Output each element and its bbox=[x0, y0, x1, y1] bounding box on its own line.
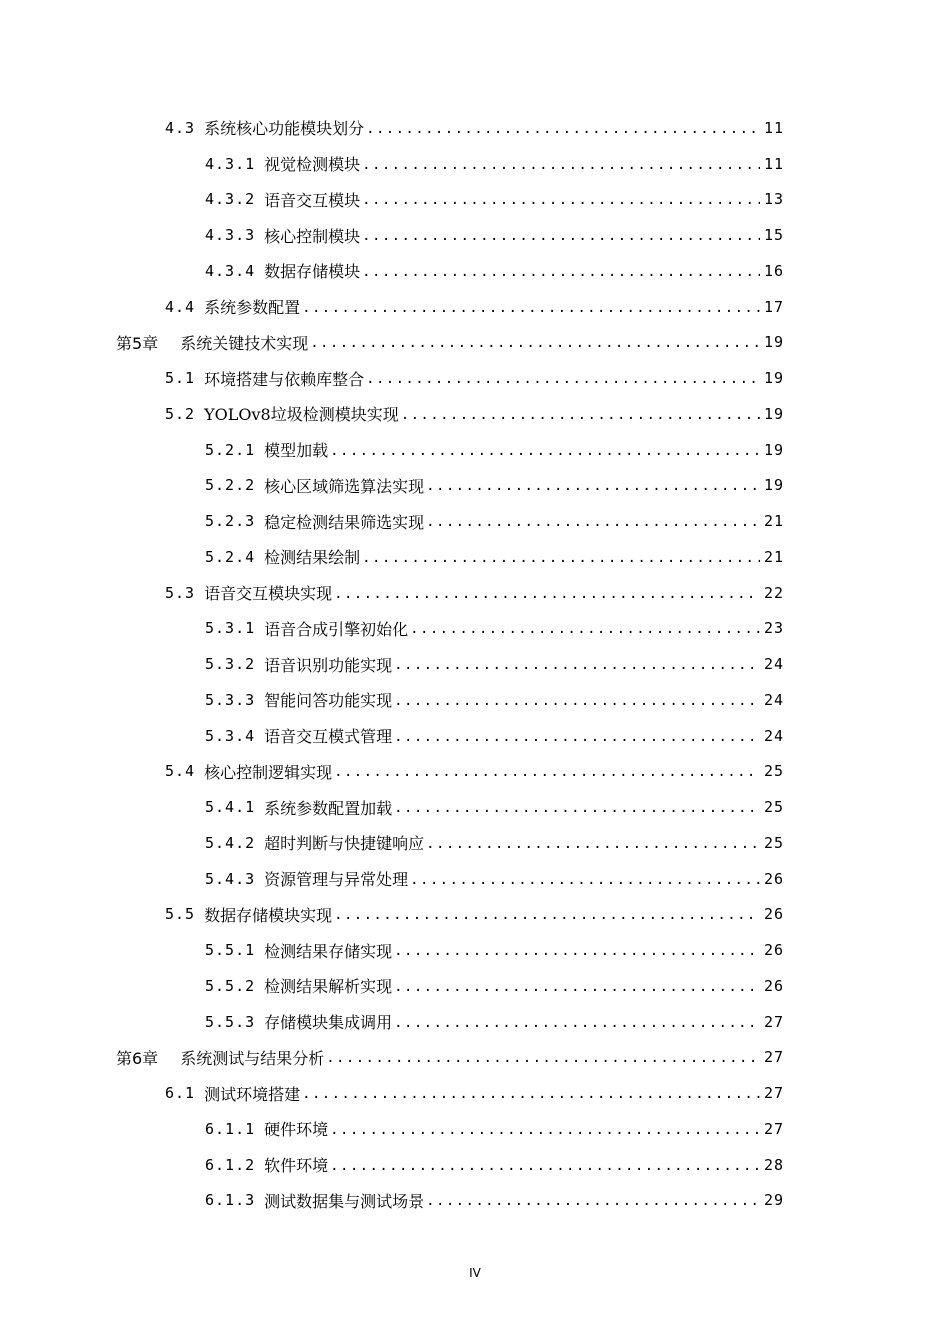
toc-entry-number: 5.5.3 bbox=[205, 1012, 256, 1031]
toc-dot-leader bbox=[362, 157, 760, 173]
toc-dot-leader bbox=[302, 300, 760, 316]
toc-section-entry[interactable] bbox=[0, 1147, 950, 1183]
toc-section-entry[interactable] bbox=[0, 110, 950, 146]
toc-dot-leader bbox=[410, 621, 760, 637]
toc-entry-title: 数据存储模块实现 bbox=[204, 905, 333, 925]
toc-entry-page: 27 bbox=[763, 1084, 784, 1103]
toc-entry-number: 6.1.2 bbox=[205, 1155, 256, 1174]
toc-entry-number: 4.3.3 bbox=[205, 226, 256, 245]
toc-entry-page: 24 bbox=[763, 655, 784, 674]
toc-entry-page: 27 bbox=[763, 1048, 784, 1067]
toc-entry-title: 系统参数配置 bbox=[204, 298, 301, 318]
toc-dot-leader bbox=[394, 657, 760, 673]
toc-dot-leader bbox=[362, 550, 760, 566]
toc-section-entry[interactable] bbox=[0, 861, 950, 897]
toc-entry-number: 5.4 bbox=[165, 762, 196, 781]
page-number: IV bbox=[469, 1266, 481, 1280]
toc-entry-title: 核心控制模块 bbox=[264, 226, 361, 246]
toc-entry-number: 5.4.2 bbox=[205, 833, 256, 852]
toc-entry-page: 19 bbox=[763, 404, 784, 423]
toc-dot-leader bbox=[426, 1193, 760, 1209]
toc-section-entry[interactable] bbox=[0, 611, 950, 647]
toc-dot-leader bbox=[362, 264, 760, 280]
toc-entry-title: 稳定检测结果筛选实现 bbox=[264, 512, 425, 532]
toc-entry-page: 19 bbox=[763, 333, 784, 352]
toc-entry-page: 27 bbox=[763, 1119, 784, 1138]
toc-entry-number: 5.5.1 bbox=[205, 941, 256, 960]
toc-chapter-entry[interactable] bbox=[0, 325, 950, 361]
toc-entry-title: 系统核心功能模块划分 bbox=[204, 119, 365, 139]
toc-chapter-entry[interactable] bbox=[0, 1040, 950, 1076]
toc-entry-page: 26 bbox=[763, 869, 784, 888]
toc-dot-leader bbox=[330, 1122, 760, 1138]
toc-entry-number: 5.2.4 bbox=[205, 547, 256, 566]
toc-section-entry[interactable] bbox=[0, 503, 950, 539]
toc-section-entry[interactable] bbox=[0, 575, 950, 611]
toc-entry-number: 第5章 bbox=[116, 333, 159, 353]
toc-entry-title: 硬件环境 bbox=[264, 1120, 329, 1140]
toc-entry-number: 5.2.1 bbox=[205, 440, 256, 459]
toc-entry-number: 4.3.4 bbox=[205, 261, 256, 280]
toc-entry-number: 5.3.2 bbox=[205, 655, 256, 674]
toc-entry-page: 29 bbox=[763, 1191, 784, 1210]
toc-entry-page: 15 bbox=[763, 226, 784, 245]
toc-entry-page: 25 bbox=[763, 762, 784, 781]
toc-entry-page: 11 bbox=[763, 118, 784, 137]
toc-entry-page: 25 bbox=[763, 833, 784, 852]
toc-entry-number: 5.4.3 bbox=[205, 869, 256, 888]
toc-section-entry[interactable] bbox=[0, 682, 950, 718]
toc-entry-number: 5.1 bbox=[165, 369, 196, 388]
toc-dot-leader bbox=[310, 335, 760, 351]
toc-dot-leader bbox=[334, 907, 760, 923]
toc-section-entry[interactable] bbox=[0, 360, 950, 396]
toc-entry-title: 数据存储模块 bbox=[264, 262, 361, 282]
toc-dot-leader bbox=[362, 192, 760, 208]
toc-entry-number: 5.5 bbox=[165, 905, 196, 924]
toc-entry-number: 6.1.3 bbox=[205, 1191, 256, 1210]
toc-section-entry[interactable] bbox=[0, 253, 950, 289]
toc-dot-leader bbox=[326, 1050, 760, 1066]
toc-dot-leader bbox=[426, 514, 760, 530]
toc-entry-title: 语音合成引擎初始化 bbox=[264, 619, 409, 639]
toc-entry-title: 测试数据集与测试场景 bbox=[264, 1191, 425, 1211]
toc-entry-title: 模型加载 bbox=[264, 441, 329, 461]
toc-entry-number: 6.1.1 bbox=[205, 1119, 256, 1138]
toc-entry-title: 检测结果存储实现 bbox=[264, 941, 393, 961]
toc-entry-title: 核心控制逻辑实现 bbox=[204, 762, 333, 782]
toc-entry-page: 21 bbox=[763, 547, 784, 566]
toc-section-entry[interactable] bbox=[0, 1075, 950, 1111]
toc-entry-number: 5.4.1 bbox=[205, 798, 256, 817]
toc-entry-title: 核心区域筛选算法实现 bbox=[264, 476, 425, 496]
toc-dot-leader bbox=[410, 872, 760, 888]
toc-section-entry[interactable] bbox=[0, 217, 950, 253]
toc-section-entry[interactable] bbox=[0, 968, 950, 1004]
toc-section-entry[interactable] bbox=[0, 289, 950, 325]
toc-section-entry[interactable] bbox=[0, 754, 950, 790]
toc-entry-title: 检测结果绘制 bbox=[264, 548, 361, 568]
toc-entry-number: 5.5.2 bbox=[205, 976, 256, 995]
toc-entry-page: 24 bbox=[763, 690, 784, 709]
toc-section-entry[interactable] bbox=[0, 182, 950, 218]
toc-entry-title: 智能问答功能实现 bbox=[264, 691, 393, 711]
toc-entry-page: 26 bbox=[763, 905, 784, 924]
toc-dot-leader bbox=[302, 1086, 760, 1102]
toc-entry-number: 4.3.2 bbox=[205, 190, 256, 209]
toc-dot-leader bbox=[334, 586, 760, 602]
toc-section-entry[interactable] bbox=[0, 432, 950, 468]
toc-section-entry[interactable] bbox=[0, 718, 950, 754]
toc-entry-page: 13 bbox=[763, 190, 784, 209]
toc-entry-page: 22 bbox=[763, 583, 784, 602]
toc-section-entry[interactable] bbox=[0, 646, 950, 682]
toc-section-entry[interactable] bbox=[0, 932, 950, 968]
toc-entry-page: 23 bbox=[763, 619, 784, 638]
toc-dot-leader bbox=[366, 121, 760, 137]
toc-entry-title: 资源管理与异常处理 bbox=[264, 870, 409, 890]
toc-entry-title: 环境搭建与依赖库整合 bbox=[204, 369, 365, 389]
toc-section-entry[interactable] bbox=[0, 789, 950, 825]
toc-entry-page: 25 bbox=[763, 798, 784, 817]
toc-entry-number: 5.2 bbox=[165, 404, 196, 423]
toc-section-entry[interactable] bbox=[0, 1183, 950, 1219]
toc-entry-page: 19 bbox=[763, 369, 784, 388]
toc-dot-leader bbox=[362, 228, 760, 244]
toc-entry-title: 系统测试与结果分析 bbox=[180, 1048, 325, 1068]
toc-dot-leader bbox=[394, 979, 760, 995]
toc-entry-title: 语音识别功能实现 bbox=[264, 655, 393, 675]
toc-section-entry[interactable] bbox=[0, 897, 950, 933]
toc-entry-number: 4.4 bbox=[165, 297, 196, 316]
toc-entry-number: 第6章 bbox=[116, 1048, 159, 1068]
toc-section-entry[interactable] bbox=[0, 1111, 950, 1147]
toc-entry-page: 26 bbox=[763, 941, 784, 960]
toc-dot-leader bbox=[330, 443, 760, 459]
toc-entry-page: 28 bbox=[763, 1155, 784, 1174]
toc-entry-number: 5.2.2 bbox=[205, 476, 256, 495]
toc-entry-number: 5.3 bbox=[165, 583, 196, 602]
toc-entry-page: 24 bbox=[763, 726, 784, 745]
toc-dot-leader bbox=[401, 407, 760, 423]
toc-entry-number: 4.3 bbox=[165, 118, 196, 137]
toc-entry-title: 语音交互模块实现 bbox=[204, 584, 333, 604]
toc-entry-number: 6.1 bbox=[165, 1084, 196, 1103]
toc-section-entry[interactable] bbox=[0, 468, 950, 504]
toc-entry-title: 系统参数配置加载 bbox=[264, 798, 393, 818]
toc-entry-title: 测试环境搭建 bbox=[204, 1084, 301, 1104]
toc-section-entry[interactable] bbox=[0, 825, 950, 861]
toc-dot-leader bbox=[334, 764, 760, 780]
toc-entry-title: 视觉检测模块 bbox=[264, 155, 361, 175]
toc-section-entry[interactable] bbox=[0, 1004, 950, 1040]
toc-entry-title: 检测结果解析实现 bbox=[264, 977, 393, 997]
toc-entry-page: 17 bbox=[763, 297, 784, 316]
toc-entry-title: 系统关键技术实现 bbox=[180, 333, 309, 353]
toc-entry-title: 超时判断与快捷键响应 bbox=[264, 834, 425, 854]
toc-entry-title: 存储模块集成调用 bbox=[264, 1013, 393, 1033]
toc-entry-number: 5.3.4 bbox=[205, 726, 256, 745]
toc-dot-leader bbox=[394, 693, 760, 709]
toc-dot-leader bbox=[394, 729, 760, 745]
toc-dot-leader bbox=[426, 836, 760, 852]
toc-entry-number: 4.3.1 bbox=[205, 154, 256, 173]
toc-entry-number: 5.2.3 bbox=[205, 512, 256, 531]
toc-entry-page: 21 bbox=[763, 512, 784, 531]
toc-entry-title: 软件环境 bbox=[264, 1156, 329, 1176]
toc-section-entry[interactable] bbox=[0, 146, 950, 182]
toc-entry-page: 11 bbox=[763, 154, 784, 173]
toc-entry-page: 27 bbox=[763, 1012, 784, 1031]
toc-entry-page: 26 bbox=[763, 976, 784, 995]
toc-entry-page: 19 bbox=[763, 476, 784, 495]
toc-section-entry[interactable] bbox=[0, 539, 950, 575]
table-of-contents bbox=[0, 110, 950, 1218]
toc-dot-leader bbox=[366, 371, 760, 387]
toc-entry-number: 5.3.1 bbox=[205, 619, 256, 638]
toc-entry-title: YOLOv8垃圾检测模块实现 bbox=[204, 405, 399, 425]
toc-dot-leader bbox=[330, 1158, 760, 1174]
toc-dot-leader bbox=[394, 800, 760, 816]
toc-entry-page: 16 bbox=[763, 261, 784, 280]
toc-entry-number: 5.3.3 bbox=[205, 690, 256, 709]
toc-entry-title: 语音交互模块 bbox=[264, 190, 361, 210]
toc-entry-page: 19 bbox=[763, 440, 784, 459]
toc-dot-leader bbox=[394, 943, 760, 959]
toc-entry-title: 语音交互模式管理 bbox=[264, 727, 393, 747]
toc-dot-leader bbox=[394, 1015, 760, 1031]
toc-dot-leader bbox=[426, 478, 760, 494]
toc-section-entry[interactable] bbox=[0, 396, 950, 432]
